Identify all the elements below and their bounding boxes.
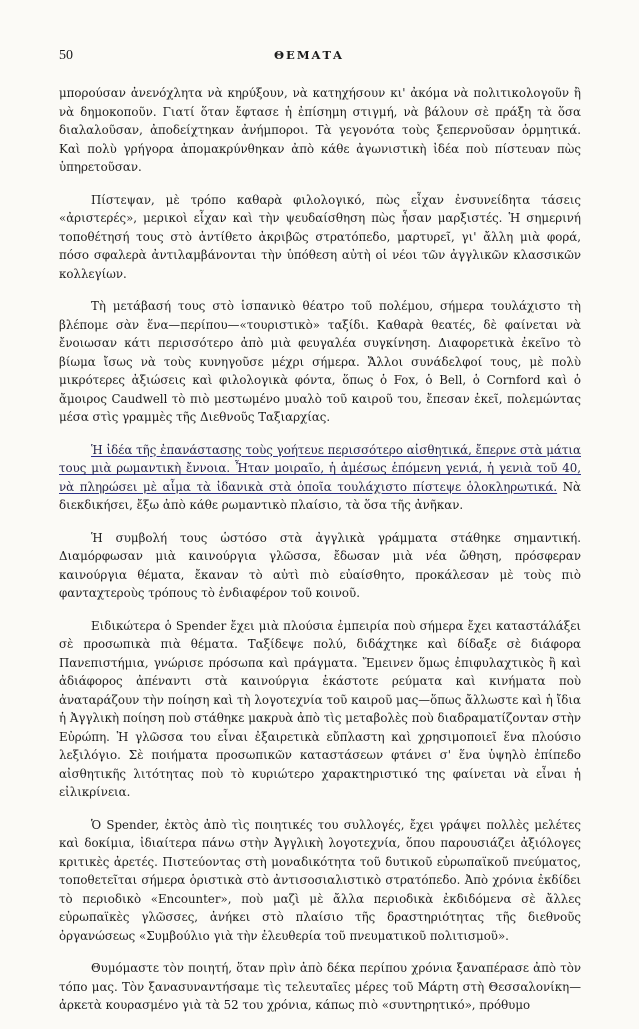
paragraph-2 xyxy=(59,191,581,284)
paragraph-8 xyxy=(59,959,581,1015)
page-number: 50 xyxy=(59,48,73,63)
paragraph-text: Νὰ διεκδικήσει, ἔξω ἀπὸ κάθε ρωμαντικὸ πλαίσιο, τὰ ὅσα τῆς ἀνῆκαν. xyxy=(59,479,581,512)
paragraph-3 xyxy=(59,297,581,427)
paragraph-4 xyxy=(59,441,581,515)
paragraph-text: Ειδικώτερα ὁ Spender ἔχει μιὰ πλούσια ἐμπειρία ποὺ σήμερα ἔχει καταστάλάξει σὲ προσωπικὰ πιὰ θέματα. Ταξίδεψε πολύ, διδάχτηκε καὶ δίδαξε σὲ διάφορα Πανεπιστήμια, γνώρισε πρόσωπα καὶ πράγματα. Ἔμεινεν ὅμως ἐπιφυλαχτικὸς ἢ καὶ ἀδιάφορος ἀπέναντι στὰ καινούργια ἑκάστοτε ρεύματα καὶ κινήματα ποὺ ἀναταράζουν τὴν ποίηση καὶ τὴ λογοτεχνία τοῦ καιροῦ μας—ὅπως ἄλλωστε καὶ ἡ ἴδια ἡ Ἀγγλικὴ ποίηση ποὺ στάθηκε μακρυὰ ἀπὸ τὶς μεταβολὲς ποὺ διαδραματίζονταν στὴν Εὐρώπη. Ἡ γλῶσσα του εἶναι ἐξαιρετικὰ εὔπλαστη καὶ χρησιμοποιεῖ ἕνα πλούσιο λεξιλόγιο. Σὲ ποιήματα προσωπικῶν καταστάσεων φτάνει σ' ἕνα ὑψηλὸ ἐπίπεδο αἰσθητικῆς λιτότητας ποὺ τὸ κυριώτερο χαρακτηριστικό της φαίνεται νὰ εἶναι ἡ εἰλικρίνεια. xyxy=(59,618,581,799)
paragraph-text: Ἡ συμβολή τους ὡστόσο στὰ ἀγγλικὰ γράμματα στάθηκε σημαντική. Διαμόρφωσαν μιὰ καινούργια γλῶσσα, ἔδωσαν μιὰ νέα ὤθηση, πρόσφεραν καινούργια θέματα, ἔκαναν τὸ αὐτὶ πιὸ εὐαίσθητο, προκάλεσαν μὲ τοὺς πιὸ φανταχτεροὺς τρόπους τὸ ἐνδιαφέρον τοῦ κοινοῦ. xyxy=(59,530,581,600)
paragraph-1 xyxy=(59,84,581,177)
page-header xyxy=(59,48,559,68)
underlined-passage: Ἡ ἰδέα τῆς ἐπανάστασης τοὺς γοήτευε περισσότερο αἰσθητικά, ἔπερνε στὰ μάτια τους μιὰ ρωμαντικὴ ἔννοια. Ἦταν μοιραῖο, ἡ ἀμέσως ἑπόμενη γενιά, ἡ γενιὰ τοῦ 40, νὰ πληρώσει μὲ αἷμα τὰ ἰδανικὰ στὰ ὁποῖα τουλάχιστο πίστεψε ὁλοκληρωτικά. xyxy=(59,442,581,494)
body-text xyxy=(59,84,581,1029)
paragraph-text: μπορούσαν ἀνενόχλητα νὰ κηρύξουν, νὰ κατηχήσουν κι' ἀκόμα νὰ πολιτικολογοῦν ἢ νὰ δημοκοποῦν. Γιατί ὅταν ἔφτασε ἡ ἐπίσημη στιγμή, νὰ βάλουν σὲ πράξη τὰ ὅσα διαλαλοῦσαν, ἀποδείχτηκαν ἀνήμποροι. Τὰ γεγονότα τοὺς ξεπερνοῦσαν ὁρμητικά. Καὶ πολὺ γρήγορα ἀπομακρύνθηκαν ἀπὸ κάθε ἀγωνιστικὴ ἰδέα ποὺ πίστευαν πὼς ὑπηρετοῦσαν. xyxy=(59,86,581,174)
paragraph-5 xyxy=(59,529,581,603)
paragraph-text: Ὁ Spender, ἐκτὸς ἀπὸ τὶς ποιητικές του συλλογές, ἔχει γράψει πολλὲς μελέτες καὶ δοκίμια, ἰδιαίτερα πάνω στὴν Ἀγγλικὴ λογοτεχνία, ὅπου παρουσιάζει ἀξιόλογες κριτικὲς ἀρετές. Πιστεύοντας στὴ μοναδικότητα τοῦ δυτικοῦ εὐρωπαϊκοῦ πνεύματος, τοποθετεῖται σήμερα ὁριστικὰ στὸ ἀντισοσιαλιστικὸ στρατόπεδο. Ἀπὸ χρόνια ἐκδίδει τὸ περιοδικὸ «Encounter», ποὺ μαζὶ μὲ ἄλλα περιοδικὰ ἐκδιδόμενα σὲ ἄλλες εὐρωπαϊκὲς γλῶσσες, ἀνήκει στὸ πλαίσιο τῆς δραστηριότητας τῆς διεθνοῦς ὀργανώσεως «Συμβούλιο γιὰ τὴν ἐλευθερία τοῦ πνευματικοῦ πολιτισμοῦ». xyxy=(59,817,581,943)
paragraph-7 xyxy=(59,816,581,946)
paragraph-text: Θυμόμαστε τὸν ποιητή, ὅταν πρὶν ἀπὸ δέκα περίπου χρόνια ξαναπέρασε ἀπὸ τὸν τόπο μας. Τὸν ξανασυναντήσαμε τὶς τελευταῖες μέρες τοῦ Μάρτη στὴ Θεσσαλονίκη—ἀρκετὰ κουρασμένο γιὰ τὰ 52 του χρόνια, κάπως πιὸ «συντηρητικό», πρόθυμο xyxy=(59,961,581,1012)
running-title: ΘΕΜΑΤΑ xyxy=(274,48,344,62)
paragraph-text: Πίστεψαν, μὲ τρόπο καθαρὰ φιλολογικό, πὼς εἶχαν ἐνσυνείδητα τάσεις «ἀριστερές», μερικοὶ εἶχαν καὶ τὴν ψευδαίσθηση πὼς ἦσαν μαρξιστές. Ἡ σημερινή τοποθέτησή τους στὸ ἀντίθετο ἀκριβῶς στρατόπεδο, μαρτυρεῖ, γι' ἄλλη μιὰ φορά, πόσο σφαλερὰ ἀντιλαμβάνονται τὴν ὑπόθεση αὐτὴ οἱ νέοι τῶν ἀγγλικῶν κλασσικῶν κολλεγίων. xyxy=(59,192,581,281)
paragraph-text: Τὴ μετάβασή τους στὸ ἱσπανικὸ θέατρο τοῦ πολέμου, σήμερα τουλάχιστο τὴ βλέπομε σὰν ἕνα—περίπου—«τουριστικὸ» ταξίδι. Καθαρὰ θεατές, δὲ φαίνεται νὰ ἔνοιωσαν κάτι περισσότερο ἀπὸ μιὰ φευγαλέα συγκίνηση. Διαφορετικὰ ἐκεῖνο τὸ βίωμα ἴσως νὰ τοὺς κυνηγοῦσε μέχρι σήμερα. Ἄλλοι συνάδελφοί τους, μὲ πολὺ μικρότερες ἀξιώσεις καὶ φιλολογικὰ φόντα, ὅπως ὁ Fox, ὁ Bell, ὁ Cornford καὶ ὁ ἄμοιρος Caudwell τὸ πιὸ μεστωμένο μυαλὸ τοῦ καιροῦ του, ἔπεσαν ἐκεῖ, πολεμώντας μέσα στὶς γραμμὲς τῆς Διεθνοῦς Ταξιαρχίας. xyxy=(59,299,581,424)
paragraph-6 xyxy=(59,617,581,802)
